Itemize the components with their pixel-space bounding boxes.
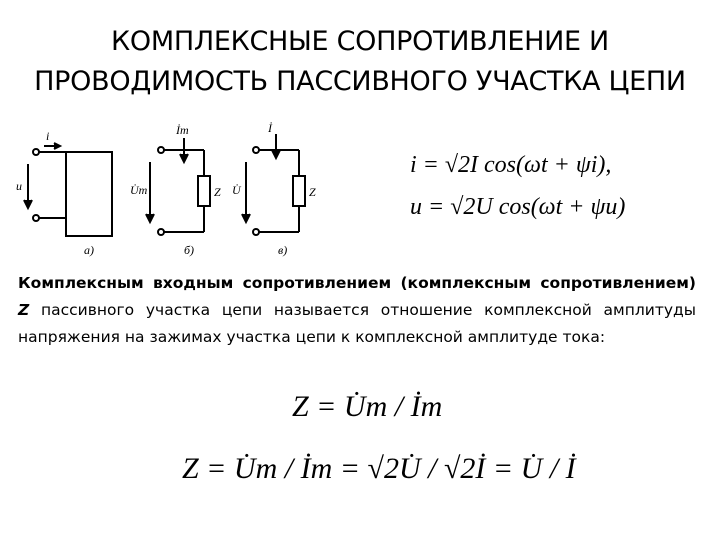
circuit-b-caption: б) — [184, 243, 195, 257]
circuit-a-caption: а) — [84, 243, 94, 257]
circuit-diagrams — [14, 120, 344, 260]
slide-title — [0, 22, 720, 102]
definition-paragraph — [18, 270, 696, 351]
circuit-a — [24, 143, 112, 236]
circuit-c-voltage-label: U̇ — [232, 183, 241, 197]
impedance-equation-1: Z = U̇m / İm — [292, 390, 443, 423]
circuit-c-caption: в) — [278, 243, 288, 257]
impedance-equation-2: Z = U̇m / İm = √2U̇ / √2İ = U̇ / İ — [182, 452, 576, 485]
circuit-a-current-label: i — [46, 129, 50, 143]
title-line-1: КОМПЛЕКСНЫЕ СОПРОТИВЛЕНИЕ И — [111, 26, 609, 57]
voltage-formula: u = √2U cos(ωt + ψu) — [410, 194, 626, 220]
definition-bold-text: Комплексным входным сопротивлением (комплексным сопротивлением) — [18, 274, 696, 292]
circuit-c-impedance-label: Z — [309, 185, 316, 199]
title-line-2: ПРОВОДИМОСТЬ ПАССИВНОГО УЧАСТКА ЦЕПИ — [34, 66, 686, 97]
impedance-symbol: Z — [18, 301, 30, 319]
circuit-b — [146, 138, 210, 235]
circuit-a-voltage-label: u — [16, 179, 22, 193]
circuit-b-impedance-label: Z — [214, 185, 221, 199]
current-formula: i = √2I cos(ωt + ψi), — [410, 152, 612, 178]
circuit-b-current-label: İm — [176, 123, 189, 137]
time-domain-formulas — [410, 152, 690, 242]
definition-rest: пассивного участка цепи называется отношение комплексной амплитуды напряжения на зажимах участка цепи к комплексной амплитуде тока: — [18, 301, 696, 346]
circuit-b-voltage-label: U̇m — [130, 183, 148, 197]
circuit-c-current-label: İ — [268, 121, 272, 135]
circuit-c — [242, 134, 305, 235]
